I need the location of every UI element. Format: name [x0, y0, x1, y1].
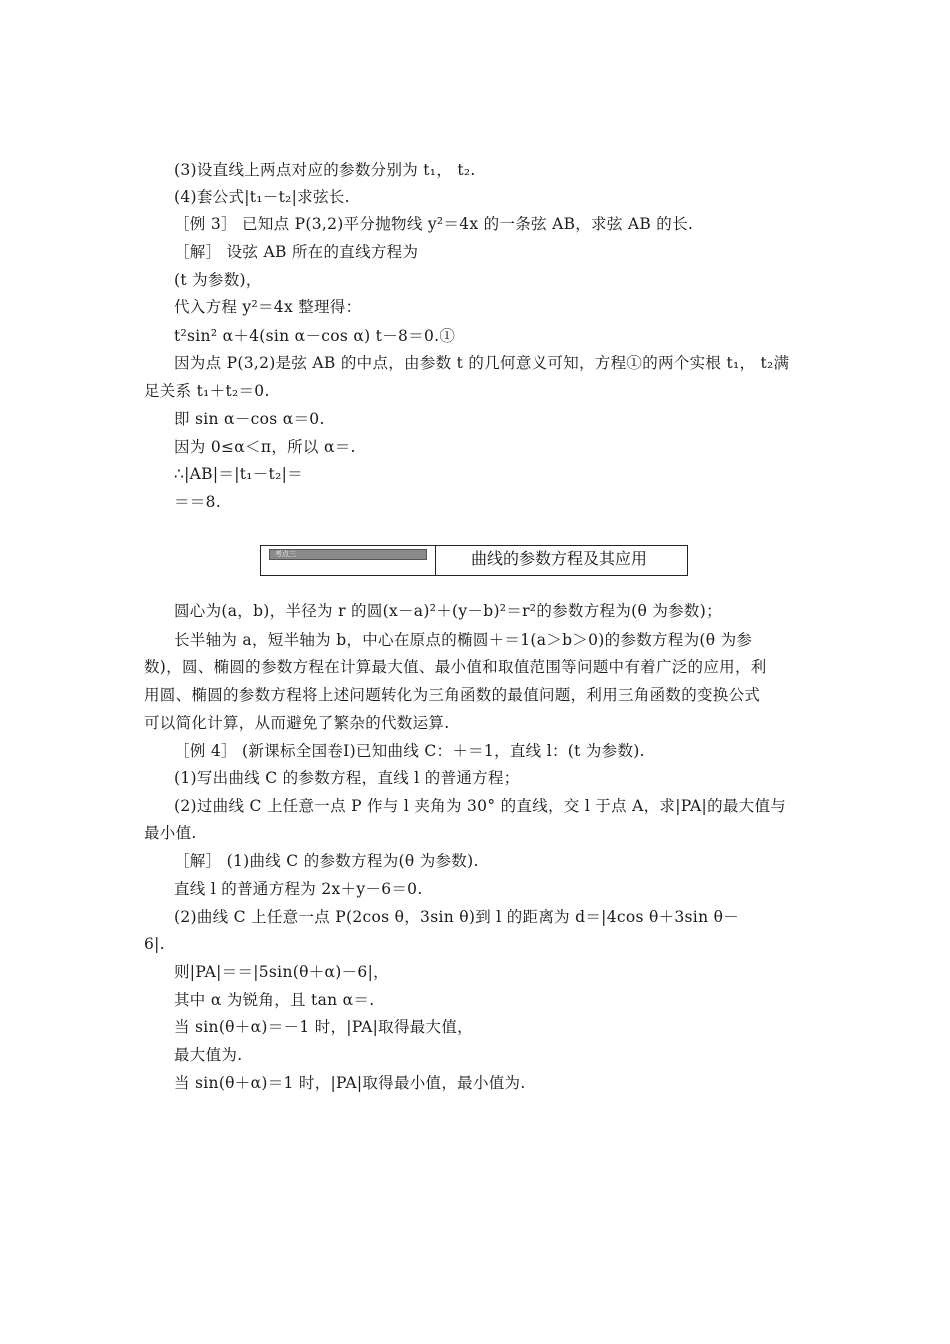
text-line: 代入方程 y²＝4x 整理得：: [174, 298, 362, 316]
text-line: 其中 α 为锐角，且 tan α＝.: [174, 991, 375, 1009]
text-line: 长半轴为 a，短半轴为 b，中心在原点的椭圆＋＝1(a＞b＞0)的参数方程为(θ 为参: [174, 631, 753, 649]
text-line: 可以简化计算，从而避免了繁杂的代数运算.: [144, 714, 450, 732]
text-line: 直线 l 的普通方程为 2x＋y－6＝0.: [174, 880, 423, 898]
example-3-heading: ［例 3］ 已知点 P(3,2)平分抛物线 y²＝4x 的一条弦 AB，求弦 AB 的长.: [174, 215, 694, 233]
text-line: 最小值.: [144, 824, 197, 842]
text-line: (1)写出曲线 C 的参数方程，直线 l 的普通方程；: [174, 769, 520, 787]
text-line: (3)设直线上两点对应的参数分别为 t₁， t₂.: [174, 161, 476, 179]
text-line: 当 sin(θ＋α)＝－1 时，|PA|取得最大值，: [174, 1018, 473, 1036]
text-line: 因为点 P(3,2)是弦 AB 的中点，由参数 t 的几何意义可知，方程①的两个实根 t₁， t₂满: [174, 354, 790, 372]
text-line: 数)，圆、椭圆的参数方程在计算最大值、最小值和取值范围等问题中有着广泛的应用，利: [144, 658, 767, 676]
equation-line: t²sin² α＋4(sin α－cos α) t－8＝0.①: [174, 327, 456, 345]
text-line: (2)过曲线 C 上任意一点 P 作与 l 夹角为 30° 的直线，交 l 于点 A，求|PA|的最大值与: [174, 797, 787, 815]
section-divider: [435, 546, 436, 575]
solution-line: ［解］ (1)曲线 C 的参数方程为(θ 为参数).: [174, 852, 479, 870]
text-line: ∴|AB|＝|t₁－t₂|＝: [174, 465, 303, 483]
text-line: (t 为参数)，: [174, 271, 262, 289]
text-line: 6|.: [144, 935, 165, 953]
text-line: 则|PA|＝＝|5sin(θ＋α)－6|，: [174, 963, 389, 981]
text-line: 即 sin α－cos α＝0.: [174, 410, 325, 428]
solution-line: ［解］ 设弦 AB 所在的直线方程为: [174, 243, 419, 261]
text-line: 圆心为(a，b)，半径为 r 的圆(x－a)²＋(y－b)²＝r²的参数方程为(θ 为参数)；: [174, 602, 722, 620]
section-header-box: [260, 545, 688, 576]
text-line: 用圆、椭圆的参数方程将上述问题转化为三角函数的最值问题，利用三角函数的变换公式: [144, 686, 761, 704]
section-tag: 考点三: [269, 549, 427, 560]
text-line: 最大值为.: [174, 1046, 243, 1064]
text-line: 当 sin(θ＋α)＝1 时，|PA|取得最小值，最小值为.: [174, 1074, 526, 1092]
example-4-heading: ［例 4］ (新课标全国卷Ⅰ)已知曲线 C：＋＝1，直线 l：(t 为参数).: [174, 742, 645, 760]
text-line: 因为 0≤α＜π，所以 α＝.: [174, 438, 356, 456]
text-line: (2)曲线 C 上任意一点 P(2cos θ，3sin θ)到 l 的距离为 d＝|4cos θ＋3sin θ－: [174, 908, 740, 926]
text-line: 足关系 t₁＋t₂＝0.: [144, 382, 270, 400]
text-line: (4)套公式|t₁－t₂|求弦长.: [174, 188, 350, 206]
section-title: 曲线的参数方程及其应用: [471, 549, 648, 568]
text-line: ＝＝8.: [174, 493, 221, 511]
